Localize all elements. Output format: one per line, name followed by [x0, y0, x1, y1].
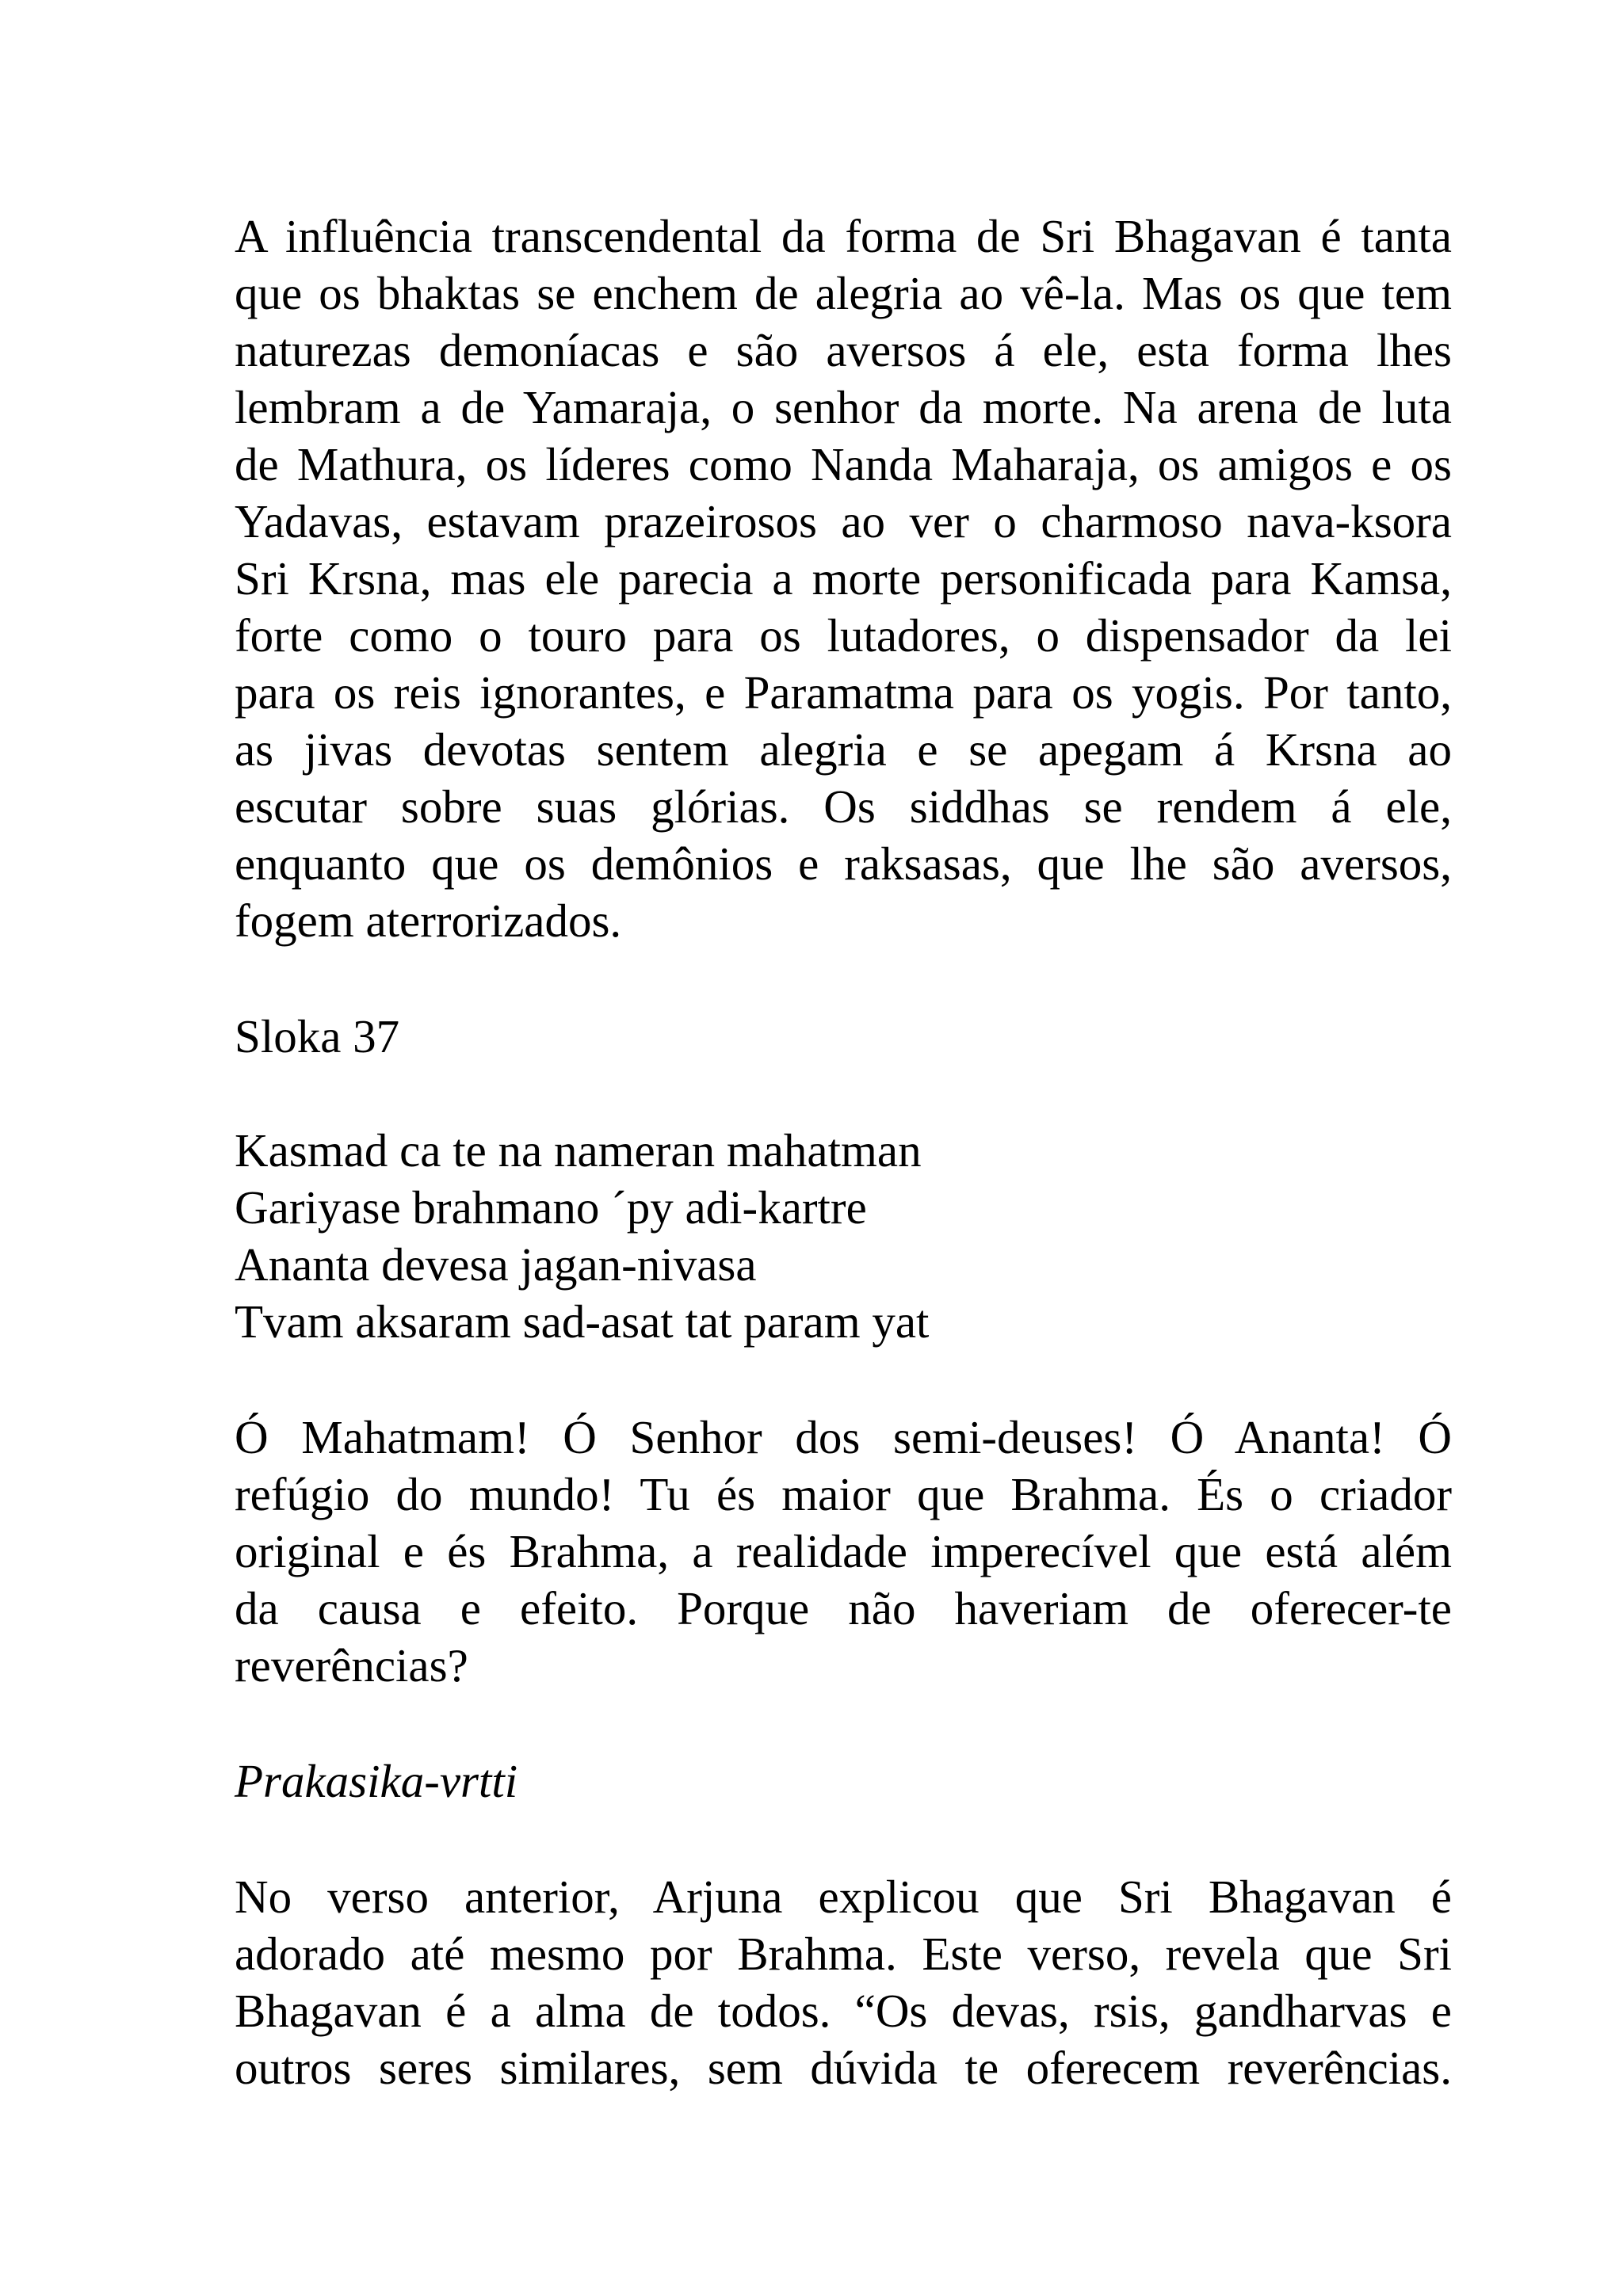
paragraph-line: escutar sobre suas glórias. Os siddhas se rendem á ele,: [235, 780, 1452, 833]
translation-line: da causa e efeito. Porque não haveriam de oferecer-te: [235, 1582, 1452, 1634]
commentary-heading: Prakasika-vrtti: [235, 1755, 518, 1807]
sloka-heading: Sloka 37: [235, 1010, 400, 1062]
translation-line: reverências?: [235, 1639, 468, 1691]
commentary-line: outros seres similares, sem dúvida te oferecem reverências.: [235, 2042, 1452, 2094]
paragraph-line: forte como o touro para os lutadores, o dispensador da lei: [235, 609, 1452, 662]
verse-line: Kasmad ca te na nameran mahatman: [235, 1124, 922, 1177]
sanskrit-verse: [235, 1122, 1452, 1350]
commentary-paragraph: [235, 1868, 1452, 2096]
verse-line: Gariyase brahmano ´py adi-kartre: [235, 1181, 867, 1234]
verse-line: Ananta devesa jagan-nivasa: [235, 1238, 757, 1291]
paragraph-line: as jivas devotas sentem alegria e se apegam á Krsna ao: [235, 723, 1452, 776]
commentary-line: adorado até mesmo por Brahma. Este verso, revela que Sri: [235, 1928, 1452, 1980]
paragraph-line: para os reis ignorantes, e Paramatma para os yogis. Por tanto,: [235, 666, 1452, 719]
paragraph-line: enquanto que os demônios e raksasas, que lhe são aversos,: [235, 837, 1452, 890]
paragraph-line: de Mathura, os líderes como Nanda Maharaja, os amigos e os: [235, 438, 1452, 490]
body-paragraph-1: [235, 208, 1452, 949]
paragraph-line: fogem aterrorizados.: [235, 894, 622, 947]
paragraph-line: naturezas demoníacas e são aversos á ele, esta forma lhes: [235, 324, 1452, 376]
verse-translation: [235, 1409, 1452, 1694]
paragraph-line: lembram a de Yamaraja, o senhor da morte. Na arena de luta: [235, 381, 1452, 433]
commentary-line: Bhagavan é a alma de todos. “Os devas, rsis, gandharvas e: [235, 1985, 1452, 2037]
translation-line: refúgio do mundo! Tu és maior que Brahma. És o criador: [235, 1468, 1452, 1520]
translation-line: Ó Mahatmam! Ó Senhor dos semi-deuses! Ó Ananta! Ó: [235, 1411, 1452, 1463]
document-page: [235, 208, 1452, 2096]
translation-line: original e és Brahma, a realidade imperecível que está além: [235, 1525, 1452, 1577]
paragraph-line: A influência transcendental da forma de Sri Bhagavan é tanta: [235, 210, 1452, 262]
paragraph-line: que os bhaktas se enchem de alegria ao vê-la. Mas os que tem: [235, 267, 1452, 319]
verse-line: Tvam aksaram sad-asat tat param yat: [235, 1295, 930, 1348]
commentary-line: No verso anterior, Arjuna explicou que Sri Bhagavan é: [235, 1871, 1452, 1923]
paragraph-line: Sri Krsna, mas ele parecia a morte personificada para Kamsa,: [235, 552, 1452, 605]
paragraph-line: Yadavas, estavam prazeirosos ao ver o charmoso nava-ksora: [235, 495, 1452, 547]
